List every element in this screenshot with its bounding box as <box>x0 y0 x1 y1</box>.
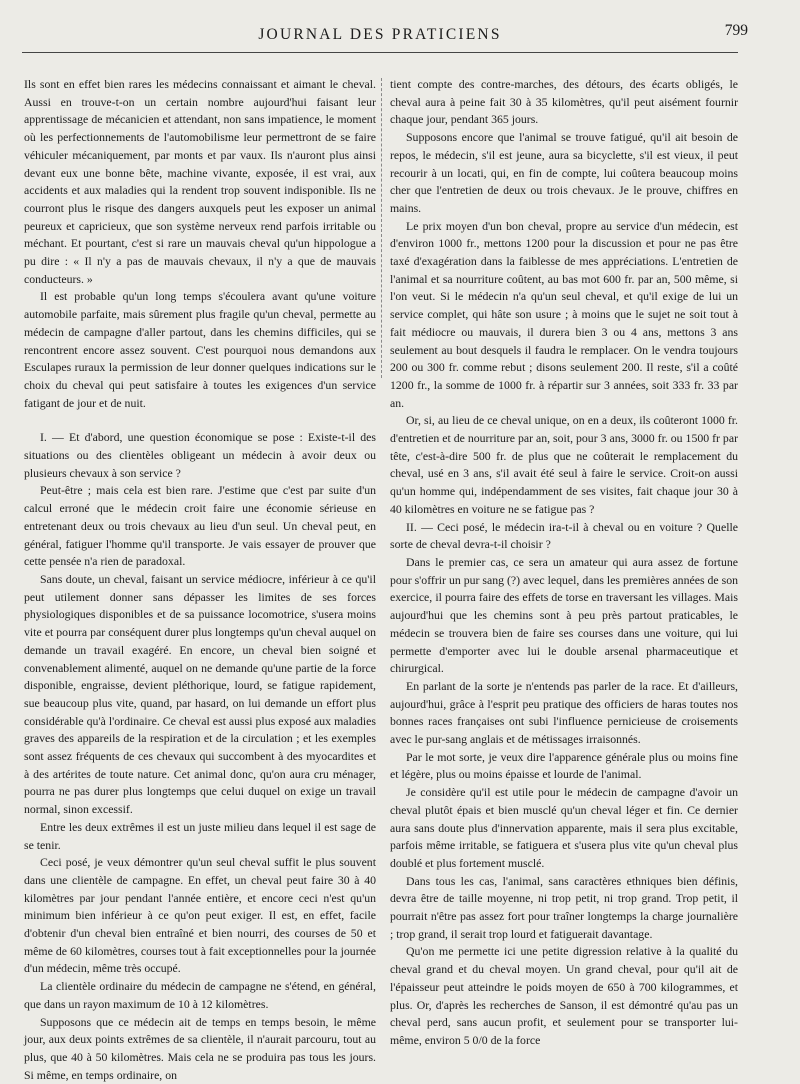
right-column <box>390 76 738 1050</box>
paragraph: Il est probable qu'un long temps s'écoulera avant qu'une voiture automobile parfaite, mais sûrement plus fragile qu'un cheval, permette au médecin de campagne d'aller partout, dans les chemins difficiles, qui se rencontrent encore assez souvent. C'est pourquoi nous demandons aux Esculapes ruraux la permission de leur donner quelques indications sur le choix du cheval qui peut satisfaire à toutes les exigences d'un service fatigant de jour et de nuit. <box>24 289 376 410</box>
section-heading-paragraph: II. — Ceci posé, le médecin ira-t-il à cheval ou en voiture ? Quelle sorte de cheval devra-t-il choisir ? <box>390 519 738 552</box>
paragraph: Entre les deux extrêmes il est un juste milieu dans lequel il est sage de se tenir. <box>24 819 376 852</box>
paragraph: Ceci posé, je veux démontrer qu'un seul cheval suffit le plus souvent dans une clientèle de campagne. En effet, un cheval peut faire 30 à 40 kilomètres par jour pendant l'année entière, et encore ceci n'est qu'un minimum bien inférieur à ce qu'on peut exiger. Il est, en effet, facile d'obtenir d'un cheval bien entraîné et bien nourri, des courses de 50 et même de 60 kilomètres, courses tout à fait exceptionnelles pour la journée d'un médecin, même très occupé. <box>24 855 376 976</box>
paragraph: Sans doute, un cheval, faisant un service médiocre, inférieur à ce qu'il peut utilement donner sans dépasser les limites de ses forces physiologiques disponibles et de sa puissance locomotrice, s'usera moins vite et pourra par conséquent durer plus longtemps qu'un cheval auquel on demande un travail exagéré. En encore, un cheval bien soigné et convenablement alimenté, auquel on ne demande qu'une partie de la force disponible, engraisse, devient pléthorique, lourd, se fatigue rapidement, sue beaucoup plus vite, quand, par hasard, on lui demande un effort plus considérable qu'à l'ordinaire. Ce cheval est aussi plus exposé aux maladies graves des appareils de la respiration et de la circulation ; et les exemples sont assez fréquents de ces chevaux qui succombent à des myocardites et à des artérites de toute nature. Cet animal donc, qu'on aura cru ménager, pourra ne pas durer plus longtemps que celui duquel on exige un travail normal, sinon excessif. <box>24 571 376 817</box>
paragraph: La clientèle ordinaire du médecin de campagne ne s'étend, en général, que dans un rayon maximum de 10 à 12 kilomètres. <box>24 979 376 1011</box>
paragraph: Supposons que ce médecin ait de temps en temps besoin, le même jour, aux deux points extrêmes de sa clientèle, il n'aurait parcouru, tout au plus, que 40 à 50 kilomètres. Mais cela ne se produira pas tous les jours. Si même, en temps ordinaire, on <box>24 1014 376 1082</box>
header-rule <box>22 52 738 53</box>
paragraph: Dans tous les cas, l'animal, sans caractères ethniques bien définis, devra être de taille moyenne, ni trop petit, ni trop grand. Trop petit, il pourrait n'être pas assez fort pour traîner longtemps la charge journalière ; trop grand, il serait trop lourd et fatiguerait davantage. <box>390 873 738 941</box>
paragraph: Or, si, au lieu de ce cheval unique, on en a deux, ils coûteront 1000 fr. d'entretien et de nourriture par an, soit, pour 3 ans, 3000 fr. ou 1500 fr par tête, c'est-à-dire 500 fr. de plus que ne coûterait le remplacement du cheval, usé en 3 ans, s'il avait été seul à faire le service. Croit-on aussi qu'un homme qui, indépendamment de ses visites, fait chaque jour 30 à 40 kilomètres en voiture ne se fatigue pas ? <box>390 413 738 516</box>
paragraph: Je considère qu'il est utile pour le médecin de campagne d'avoir un cheval plutôt épais et bien musclé qu'un cheval léger et fin. Ce dernier aura sans doute plus d'innervation apparente, mais il sera plus excitable, parfois même irritable, se fatiguera et s'usera plus vite qu'un cheval plus doublé et plus fortement musclé. <box>390 785 738 870</box>
paragraph: Le prix moyen d'un bon cheval, propre au service d'un médecin, est d'environ 1000 fr., mettons 1200 pour la discussion et pour ne pas être taxé d'exagération dans la faiblesse de mes appréciations. L'entretien de l'animal et sa nourriture coûtent, au bas mot 600 fr. par an, 500 même, si l'on veut. Si le médecin n'a qu'un seul cheval, et qu'il exige de lui un service complet, qui hâte son usure ; à moins que le sujet ne soit tout à fait médiocre ou mauvais, il durera bien 3 ou 4 ans, mettons 3 ans seulement au bout desquels il faudra le remplacer. On le vendra toujours 200 ou 300 fr. comme rebut ; disons seulement 200. Il reste, s'il a coûté 1200 fr., la somme de 1000 fr. à répartir sur 3 années, soit 333 fr. 33 par an. <box>390 218 738 410</box>
column-divider <box>381 78 382 378</box>
paragraph: Dans le premier cas, ce sera un amateur qui aura assez de fortune pour s'offrir un pur sang (?) avec lequel, dans les premières années de son exercice, il pourra faire des effets de torse en traversant les villages. Mais aujourd'hui que les chemins sont à peu près partout praticables, le médecin se trouvera bien de faire ses courses dans une voiture, qui lui permette d'emporter avec lui le double arsenal pharmaceutique et chirurgical. <box>390 554 738 676</box>
paragraph: Qu'on me permette ici une petite digression relative à la qualité du cheval grand et du cheval moyen. Un grand cheval, pour qu'il ait de l'épaisseur peut atteindre le poids moyen de 650 à 700 kilogrammes, et plus. Or, d'après les recherches de Sanson, il est démontré qu'au pas un cheval perd, sans aucun profit, et seulement pour se transporter lui-même, environ 5 0/0 de la force <box>390 944 738 1047</box>
page-header <box>22 20 748 50</box>
paragraph: tient compte des contre-marches, des détours, des écarts obligés, le cheval aura à peine fait 30 à 35 kilomètres, qu'il peut aisément fournir chaque jour, pendant 365 jours. <box>390 77 738 127</box>
paragraph: Par le mot sorte, je veux dire l'apparence générale plus ou moins fine et légère, plus ou moins épaisse et lourde de l'animal. <box>390 749 738 782</box>
left-column <box>24 76 376 1084</box>
paragraph: Ils sont en effet bien rares les médecins connaissant et aimant le cheval. Aussi en trouve-t-on un certain nombre aujourd'hui faisant leur apprentissage de mécanicien et attendant, non sans impatience, le moment où les perfectionnements de l'automobilisme leur permettront de se faire véhiculer mécaniquement, par monts et par vaux. Ils n'auront plus ainsi devant eux une bonne bête, machine vivante, exposée, il est vrai, aux accidents et aux maladies qui la rendent trop souvent indisponible. Ils ne courront plus le risque des dangers auxquels peut les exposer un animal peureux et capricieux, que son système nerveux rend parfois irritable ou méchant. Et pourtant, c'est si rare un mauvais cheval qu'un hippologue a pu dire : « Il n'y a pas de mauvais chevaux, il n'y a que de mauvais conducteurs. » <box>24 77 376 286</box>
page-number: 799 <box>724 22 748 39</box>
journal-title: JOURNAL DES PRATICIENS <box>258 26 502 43</box>
paragraph: Supposons encore que l'animal se trouve fatigué, qu'il ait besoin de repos, le médecin, s'il est jeune, aura sa bicyclette, s'il est vieux, il peut recourir à un locati, qui, en fin de compte, lui coûtera beaucoup moins cher que l'entretien de deux ou trois chevaux. Je le prouve, chiffres en mains. <box>390 130 738 215</box>
paragraph: En parlant de la sorte je n'entends pas parler de la race. Et d'ailleurs, aujourd'hui, grâce à l'esprit peu pratique des officiers de haras toutes nos bonnes races françaises ont subi l'influence pernicieuse de croisements avec le pur-sang anglais et de métissages irraisonnés. <box>390 678 738 747</box>
section-heading-paragraph: I. — Et d'abord, une question économique se pose : Existe-t-il des situations ou des clientèles obligeant un médecin à avoir deux ou plusieurs chevaux à son service ? <box>24 430 376 480</box>
paragraph: Peut-être ; mais cela est bien rare. J'estime que c'est par suite d'un calcul erroné que le médecin croit faire une économie sérieuse en entretenant deux ou trois chevaux au lieu d'un seul. Un cheval peut, en général, fatiguer l'homme qu'il transporte. Je vais essayer de prouver que cette pensée n'a rien de paradoxal. <box>24 483 376 569</box>
